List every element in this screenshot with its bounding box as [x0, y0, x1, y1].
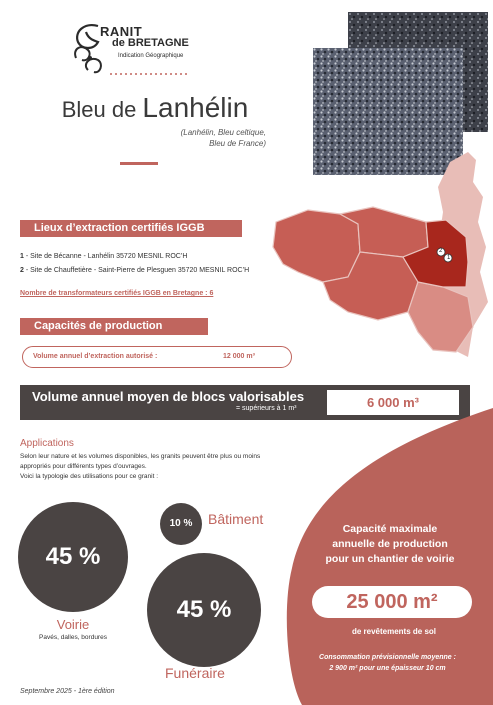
extraction-volume-label: Volume annuel d’extraction autorisé :: [33, 353, 158, 360]
site-text: - Site de Bécanne - Lanhélin 35720 MESNIL ROC’H: [23, 253, 188, 260]
blocks-volume-subtitle: = supérieurs à 1 m³: [236, 405, 297, 412]
capacity-title-line: Capacité maximale: [342, 523, 438, 535]
consumption-line: Consommation prévisionnelle moyenne :: [319, 654, 456, 661]
granit-de-bretagne-logo: [70, 18, 240, 80]
voirie-percent-circle: 45 %: [18, 502, 128, 612]
applications-title: Applications: [20, 438, 74, 449]
map-label-1: 1: [447, 255, 451, 261]
voirie-label: Voirie: [56, 617, 90, 632]
transformers-count-link[interactable]: Nombre de transformateurs certifiés IGGB en Bretagne : 6: [20, 290, 214, 297]
extraction-volume-value: 12 000 m³: [223, 353, 255, 360]
subtitle-line: Bleu de France): [209, 139, 266, 148]
capacity-subtitle: de revêtements de sol: [351, 627, 437, 636]
description-line: Voici la typologie des utilisations pour ce granit :: [20, 473, 159, 480]
extraction-header: Lieux d’extraction certifiés IGGB: [20, 220, 242, 237]
batiment-label: Bâtiment: [208, 511, 264, 527]
subtitle-line: (Lanhélin, Bleu celtique,: [180, 128, 266, 137]
capacity-consumption: [290, 652, 485, 674]
edition-note: Septembre 2025 - 1ère édition: [20, 688, 115, 695]
blocks-volume-value: 6 000 m³: [327, 390, 459, 415]
logo-text-ig: Indication Géographique: [118, 53, 184, 59]
capacity-value: 25 000 m²: [312, 586, 472, 618]
voirie-detail: Pavés, dalles, bordures: [39, 634, 107, 641]
site-number: 2: [20, 267, 24, 274]
extraction-sites-list: [20, 250, 249, 278]
page-subtitle: [76, 127, 266, 149]
extraction-volume-pill: [22, 346, 292, 368]
blocks-volume-title: Volume annuel moyen de blocs valorisables: [32, 389, 305, 404]
capacity-title-line: pour un chantier de voirie: [325, 553, 455, 565]
funeraire-percent-circle: 45 %: [147, 553, 261, 667]
consumption-line: 2 900 m² pour une épaisseur 10 cm: [329, 665, 446, 672]
title-prefix: Bleu de: [61, 97, 143, 122]
batiment-percent-circle: 10 %: [160, 503, 202, 545]
title-main: Lanhélin: [142, 92, 249, 123]
page-title: [60, 92, 250, 124]
site-text: - Site de Chauffetière - Saint-Pierre de Plesguen 35720 MESNIL ROC’H: [23, 267, 250, 274]
site-number: 1: [20, 253, 24, 260]
list-item: [20, 250, 249, 264]
applications-description: [20, 452, 320, 482]
description-line: appropriés pour différents types d’ouvrages.: [20, 463, 147, 470]
brittany-map: [268, 152, 490, 364]
title-divider: [120, 162, 158, 165]
logo-text-granit: RANIT: [100, 24, 143, 39]
funeraire-label: Funéraire: [165, 665, 225, 681]
capacity-title-line: annuelle de production: [332, 538, 448, 550]
production-header: Capacités de production: [20, 318, 208, 335]
list-item: [20, 264, 249, 278]
description-line: Selon leur nature et les volumes disponibles, les granits peuvent être plus ou moins: [20, 453, 261, 460]
capacity-title: [300, 522, 480, 567]
map-label-2: 2: [439, 248, 443, 254]
logo-text-bretagne: de BRETAGNE: [112, 37, 189, 49]
